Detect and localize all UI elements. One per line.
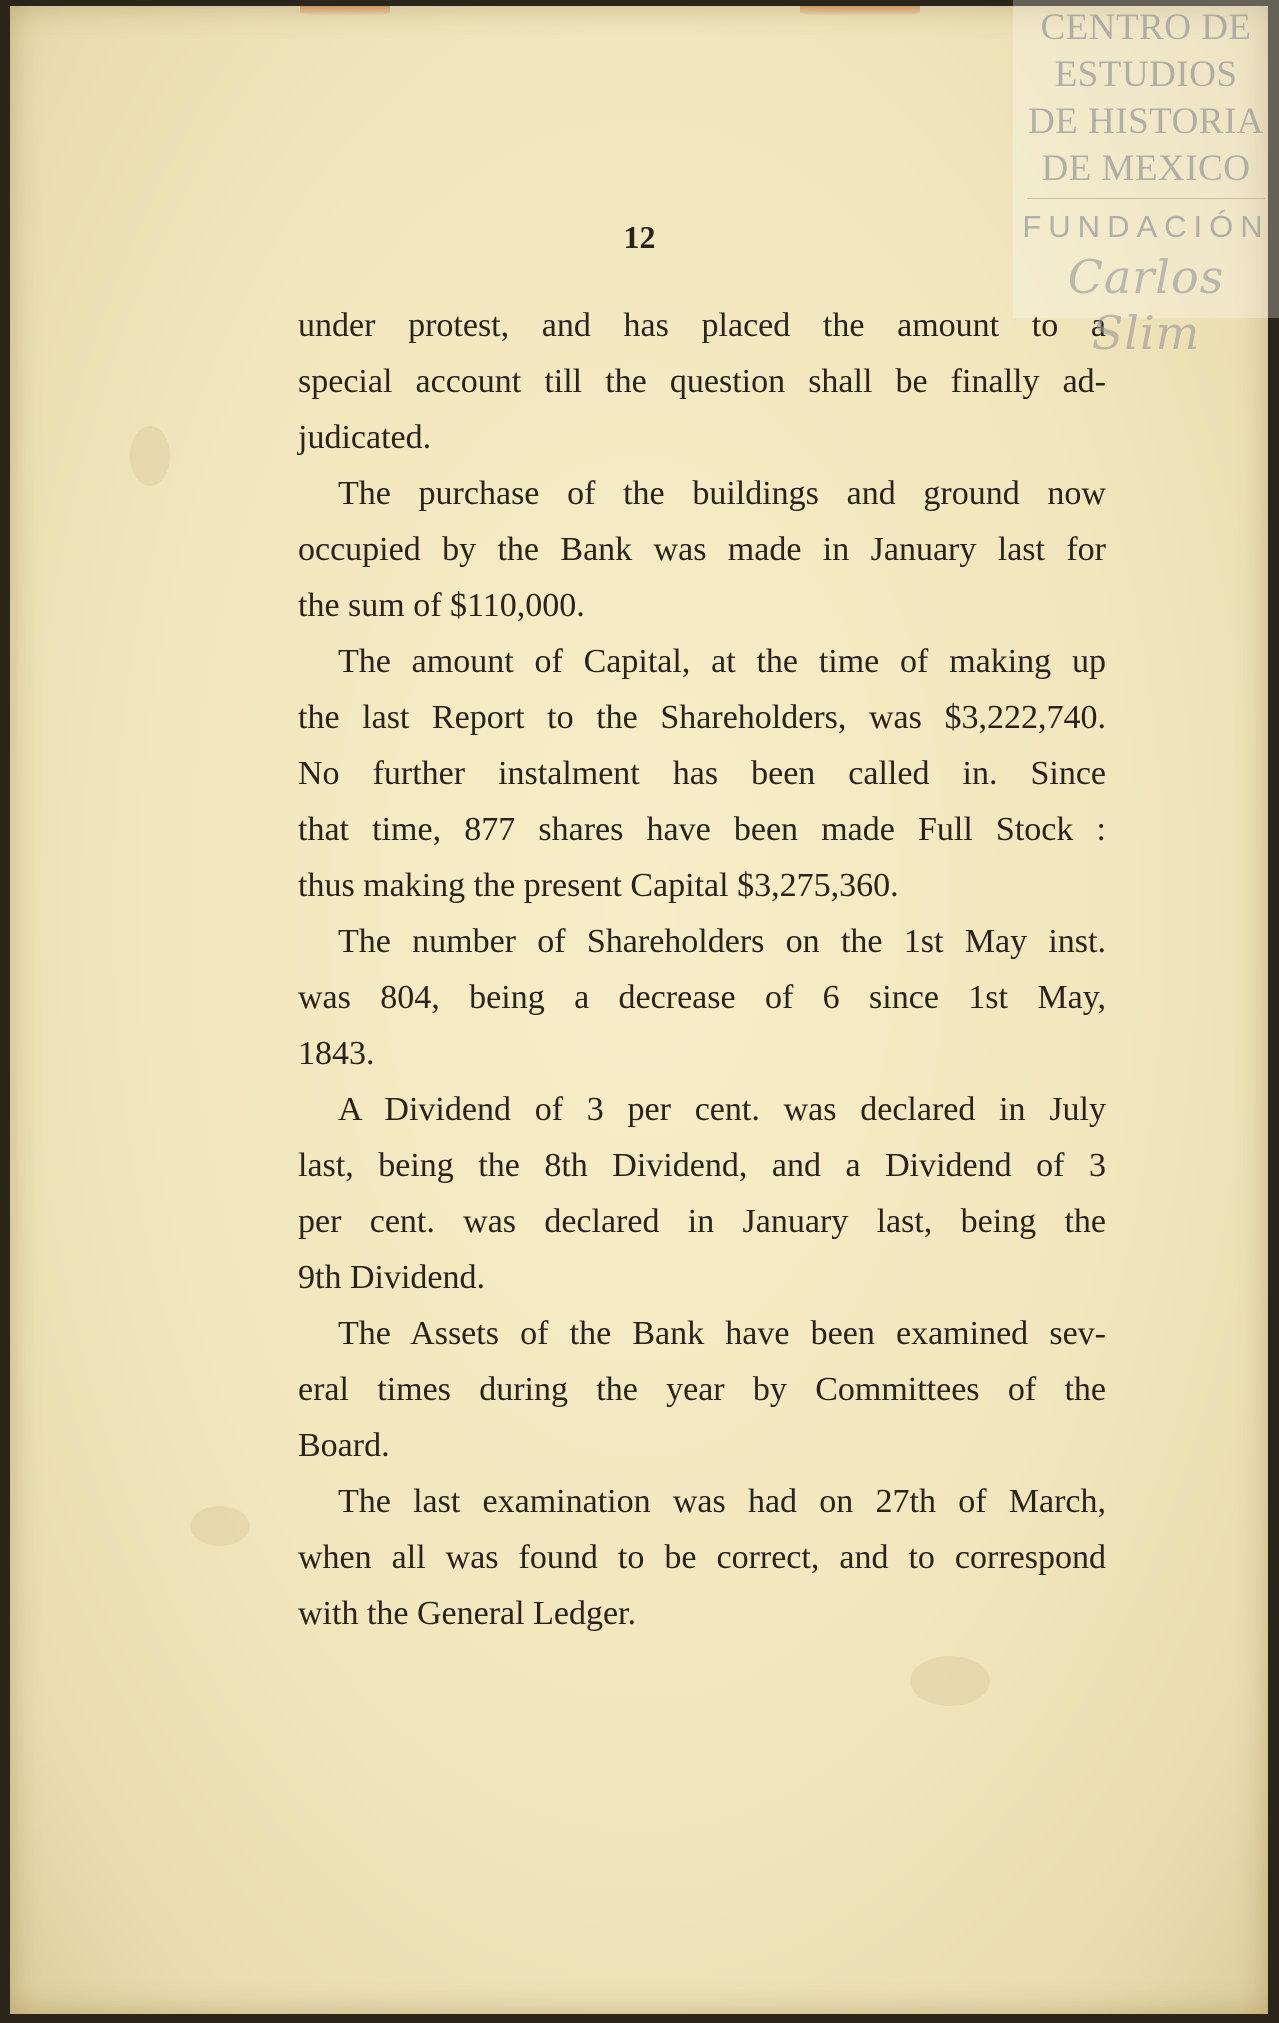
text-line: per cent. was declared in January last, being the [298, 1203, 1106, 1240]
watermark-line: ESTUDIOS [1054, 54, 1238, 95]
text-line: 1843. [298, 1035, 375, 1072]
text-line: was 804, being a decrease of 6 since 1st May, [298, 979, 1106, 1016]
paragraph [298, 1306, 1106, 1474]
text-line: when all was found to be correct, and to correspond [298, 1539, 1106, 1576]
text-line: The number of Shareholders on the 1st May inst. [338, 923, 1106, 960]
text-line: A Dividend of 3 per cent. was declared in July [338, 1091, 1106, 1128]
text-line: Board. [298, 1427, 390, 1464]
paragraph [298, 914, 1106, 1082]
paper-foxing [130, 426, 170, 486]
paragraph [298, 634, 1106, 914]
text-line: occupied by the Bank was made in January last for [298, 531, 1106, 568]
text-line: that time, 877 shares have been made Full Stock : [298, 811, 1106, 848]
paper-foxing [910, 1656, 990, 1706]
text-line: eral times during the year by Committees of the [298, 1371, 1106, 1408]
watermark-fundacion: FUNDACIÓN [1022, 209, 1270, 244]
text-line: judicated. [298, 419, 432, 456]
archive-watermark [1013, 0, 1279, 360]
paper-foxing [190, 1506, 250, 1546]
text-line: 9th Dividend. [298, 1259, 485, 1296]
paragraph [298, 1474, 1106, 1642]
page-number: 12 [623, 219, 656, 255]
text-line: the sum of $110,000. [298, 587, 585, 624]
watermark-line: DE HISTORIA [1027, 101, 1265, 142]
watermark-line: CENTRO DE [1040, 7, 1252, 48]
watermark-signature: Carlos Slim [1067, 250, 1225, 360]
paragraph [298, 466, 1106, 634]
text-line: special account till the question shall be finally ad- [298, 363, 1106, 400]
text-line: The Assets of the Bank have been examined sev- [338, 1315, 1106, 1352]
text-line: thus making the present Capital $3,275,360. [298, 867, 899, 904]
watermark-line: DE MEXICO [1041, 148, 1251, 189]
paragraph [298, 1082, 1106, 1306]
text-line: The last examination was had on 27th of March, [338, 1483, 1106, 1520]
paper-stain [800, 6, 920, 16]
watermark-divider [1027, 198, 1265, 199]
paper-stain [300, 6, 390, 16]
paragraph [298, 298, 1106, 466]
text-line: the last Report to the Shareholders, was $3,222,740. [298, 699, 1106, 736]
text-line: with the General Ledger. [298, 1595, 636, 1632]
body-text [298, 298, 1106, 1642]
text-line: No further instalment has been called in. Since [298, 755, 1106, 792]
text-line: under protest, and has placed the amount to a [298, 307, 1106, 344]
text-line: The amount of Capital, at the time of making up [338, 643, 1106, 680]
text-line: The purchase of the buildings and ground now [338, 475, 1106, 512]
text-line: last, being the 8th Dividend, and a Dividend of 3 [298, 1147, 1106, 1184]
